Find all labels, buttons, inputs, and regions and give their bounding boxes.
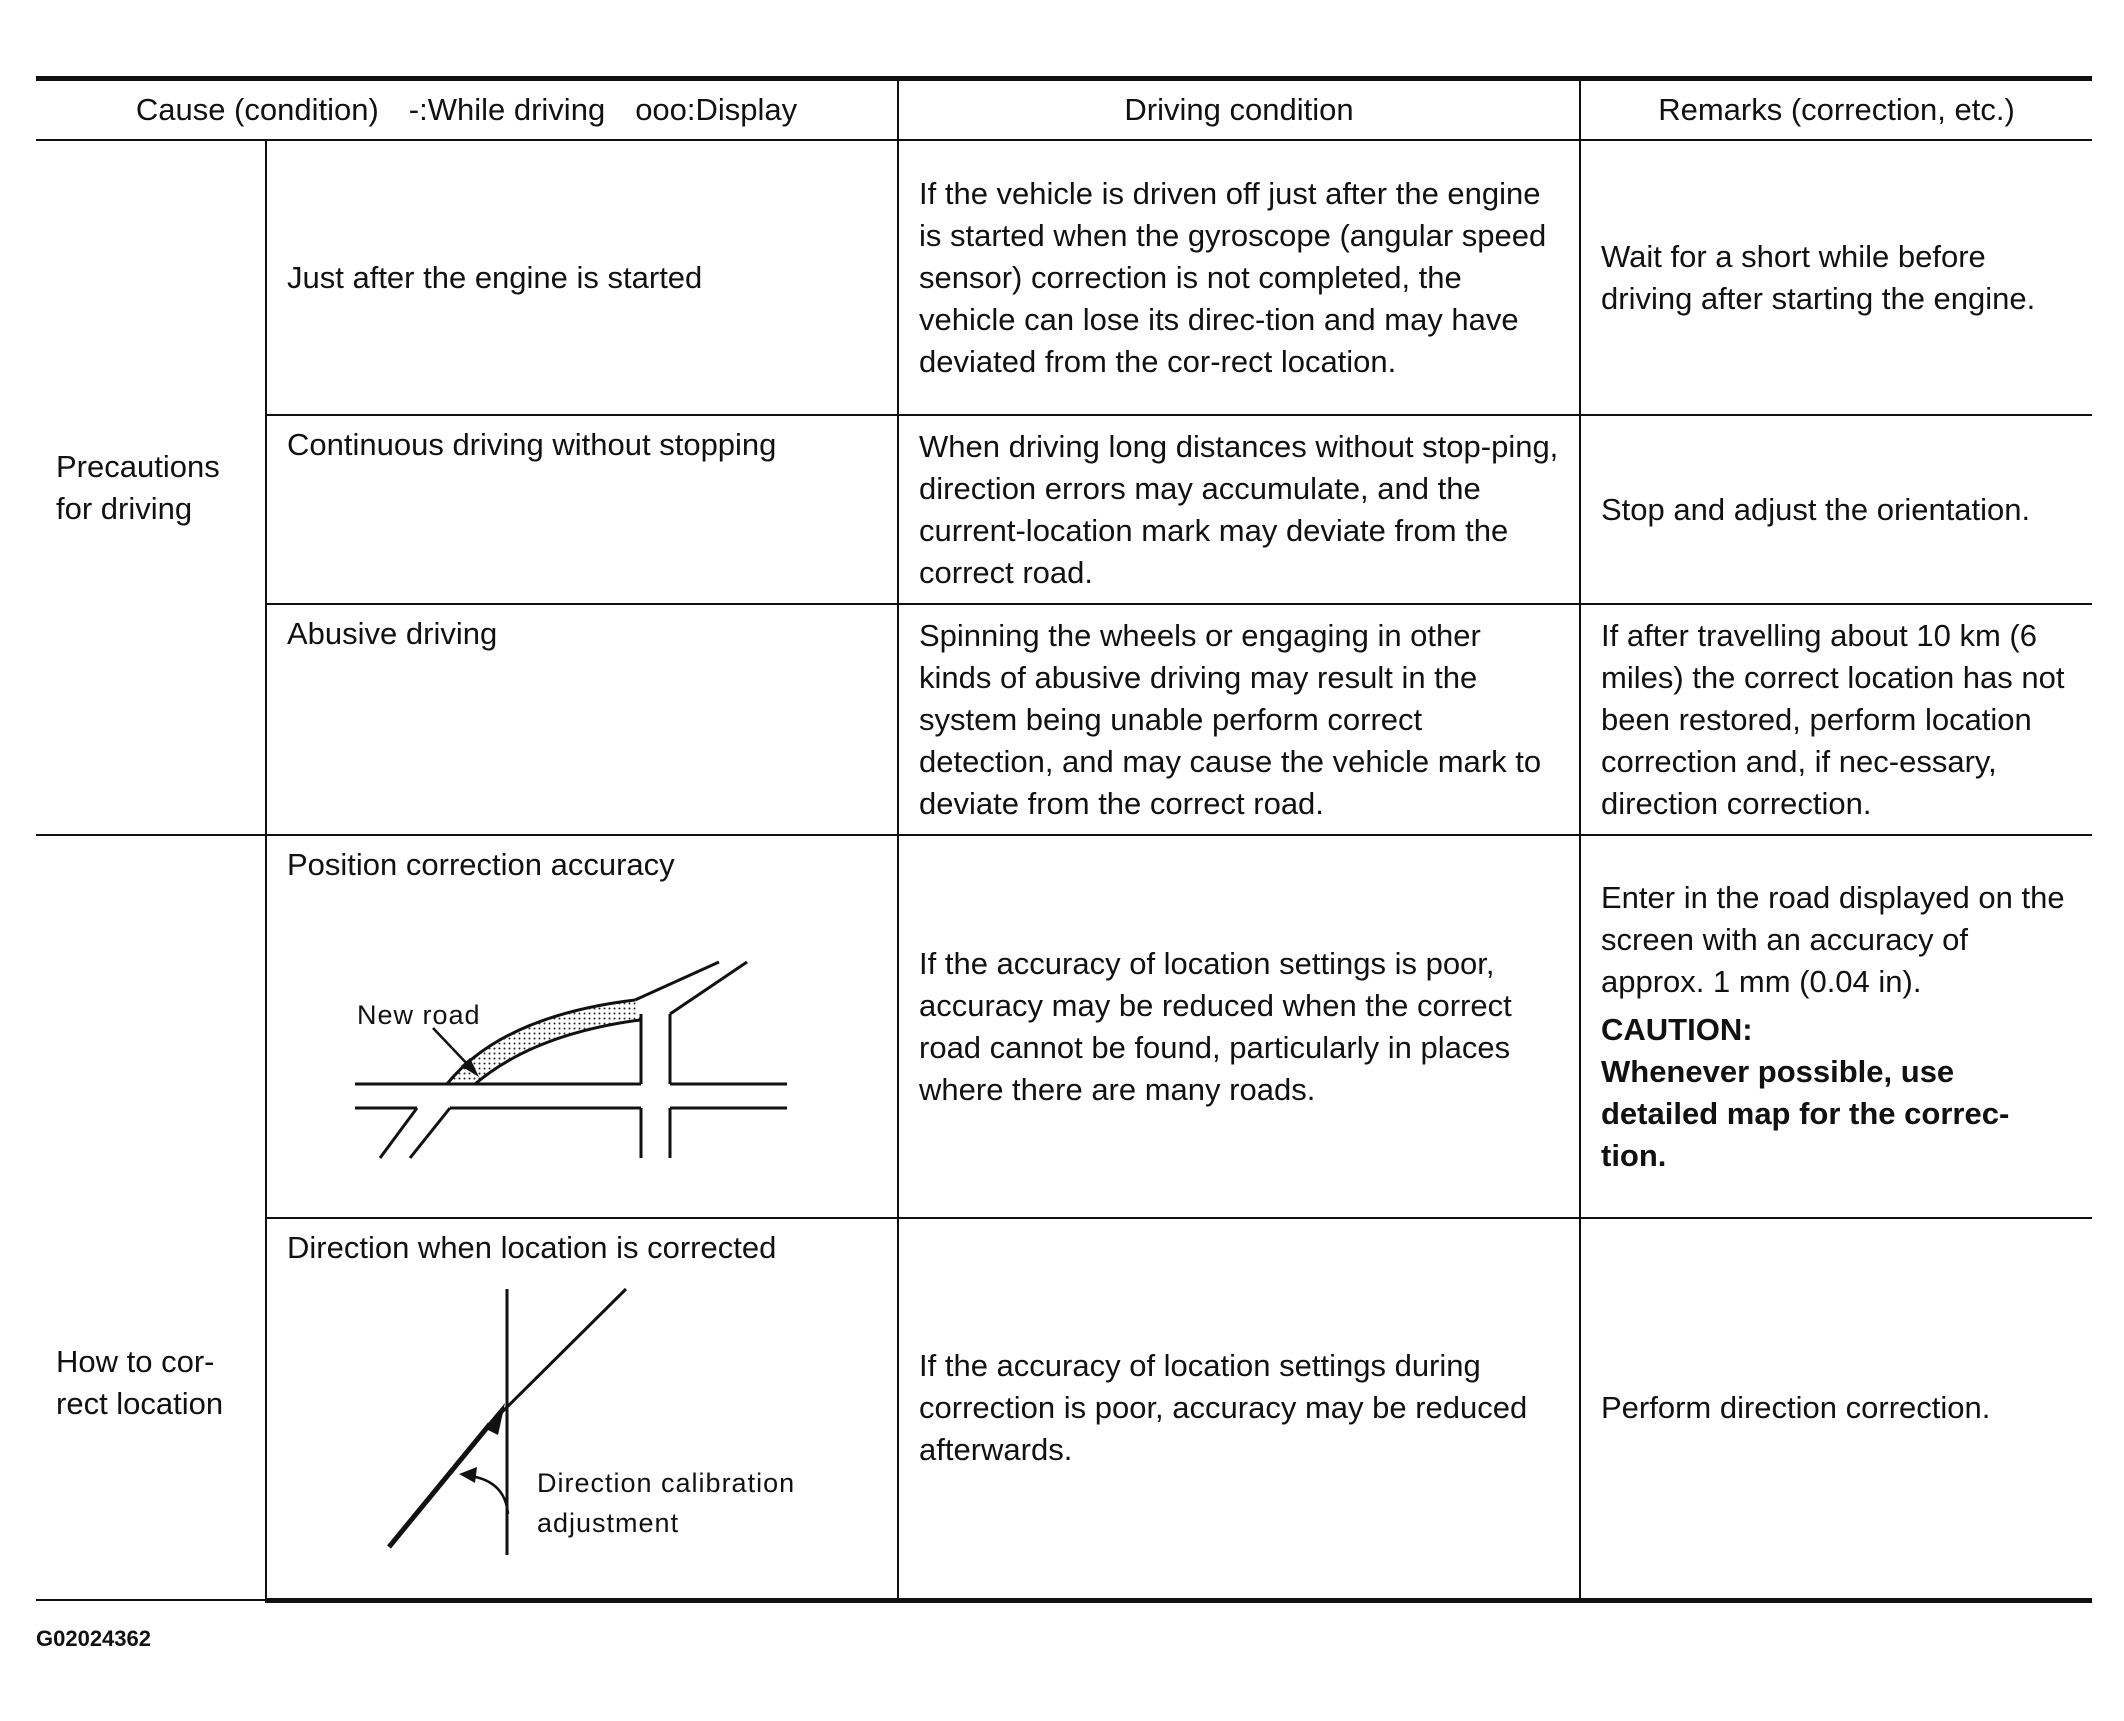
row-driving-condition: If the accuracy of location settings is poor, accuracy may be reduced when the correct road cannot be found, particularly in places where there are many roads. (898, 835, 1580, 1218)
caution-text: Whenever possible, use detailed map for the correc-tion. (1601, 1053, 2010, 1173)
row-driving-condition: If the vehicle is driven off just after the engine is started when the gyroscope (angular speed sensor) correction is not completed, the vehicle can lose its direc-tion and may have deviated from the cor-rect location. (898, 140, 1580, 415)
row-remarks: Stop and adjust the orientation. (1580, 415, 2092, 604)
header-cause-label: Cause (condition) (135, 92, 379, 127)
table-row (36, 415, 2092, 604)
side-road-edge (410, 1108, 450, 1158)
row-condition: Abusive driving (266, 604, 898, 835)
table-row (36, 604, 2092, 835)
header-remarks: Remarks (correction, etc.) (1580, 79, 2092, 141)
row-driving-condition: If the accuracy of location settings during correction is poor, accuracy may be reduced afterwards. (898, 1218, 1580, 1600)
row-condition-with-figure (266, 1218, 898, 1600)
row-remarks: If after travelling about 10 km (6 miles) the correct location has not been restored, perform location correction and, if nec-essary, direction correction. (1580, 604, 2092, 835)
corrected-direction-line (495, 1289, 626, 1419)
figure-id: G02024362 (36, 1626, 151, 1651)
row-driving-condition: Spinning the wheels or engaging in other kinds of abusive driving may result in the system being unable perform correct detection, and may cause the vehicle mark to deviate from the correct road. (898, 604, 1580, 835)
row-driving-condition: When driving long distances without stop-ping, direction errors may accumulate, and the current-location mark may deviate from the correct road. (898, 415, 1580, 604)
calibration-label-line2: adjustment (537, 1508, 680, 1538)
table-row (36, 1218, 2092, 1600)
row-remarks: Wait for a short while before driving after starting the engine. (1580, 140, 2092, 415)
table-header-row (36, 79, 2092, 141)
direction-calibration-diagram (287, 1269, 867, 1569)
document (36, 76, 2092, 1603)
table-row (36, 835, 2092, 1218)
row-condition: Just after the engine is started (266, 140, 898, 415)
row-remarks: Perform direction correction. (1580, 1218, 2092, 1600)
header-legend-display: ooo:Display (635, 92, 798, 127)
new-road-diagram (287, 886, 867, 1176)
row-condition: Continuous driving without stopping (266, 415, 898, 604)
new-road-label: New road (357, 1000, 481, 1030)
calibration-arc-arrowhead (459, 1467, 477, 1483)
side-road-edge (380, 1108, 417, 1158)
header-legend-driving: -:While driving (408, 92, 606, 127)
row-remarks (1580, 835, 2092, 1218)
group-precautions: Precautions for driving (36, 140, 266, 835)
header-cause (36, 79, 898, 141)
row-condition: Direction when location is corrected (287, 1230, 777, 1265)
troubleshooting-table (36, 76, 2092, 1603)
group-location: How to cor-rect location (36, 835, 266, 1600)
remarks-text: Enter in the road displayed on the screen with an accuracy of approx. 1 mm (0.04 in). (1601, 879, 2065, 999)
row-condition-with-figure (266, 835, 898, 1218)
calibration-label-line1: Direction calibration (537, 1468, 796, 1498)
table-row (36, 140, 2092, 415)
row-condition: Position correction accuracy (287, 847, 675, 882)
caution-title: CAUTION: (1601, 1011, 1753, 1047)
leader-line (433, 1028, 471, 1068)
road-edge (670, 962, 747, 1014)
vehicle-direction-line (389, 1424, 490, 1547)
calibration-arc (470, 1476, 508, 1514)
header-driving-condition: Driving condition (898, 79, 1580, 141)
road-edge (635, 962, 719, 1000)
